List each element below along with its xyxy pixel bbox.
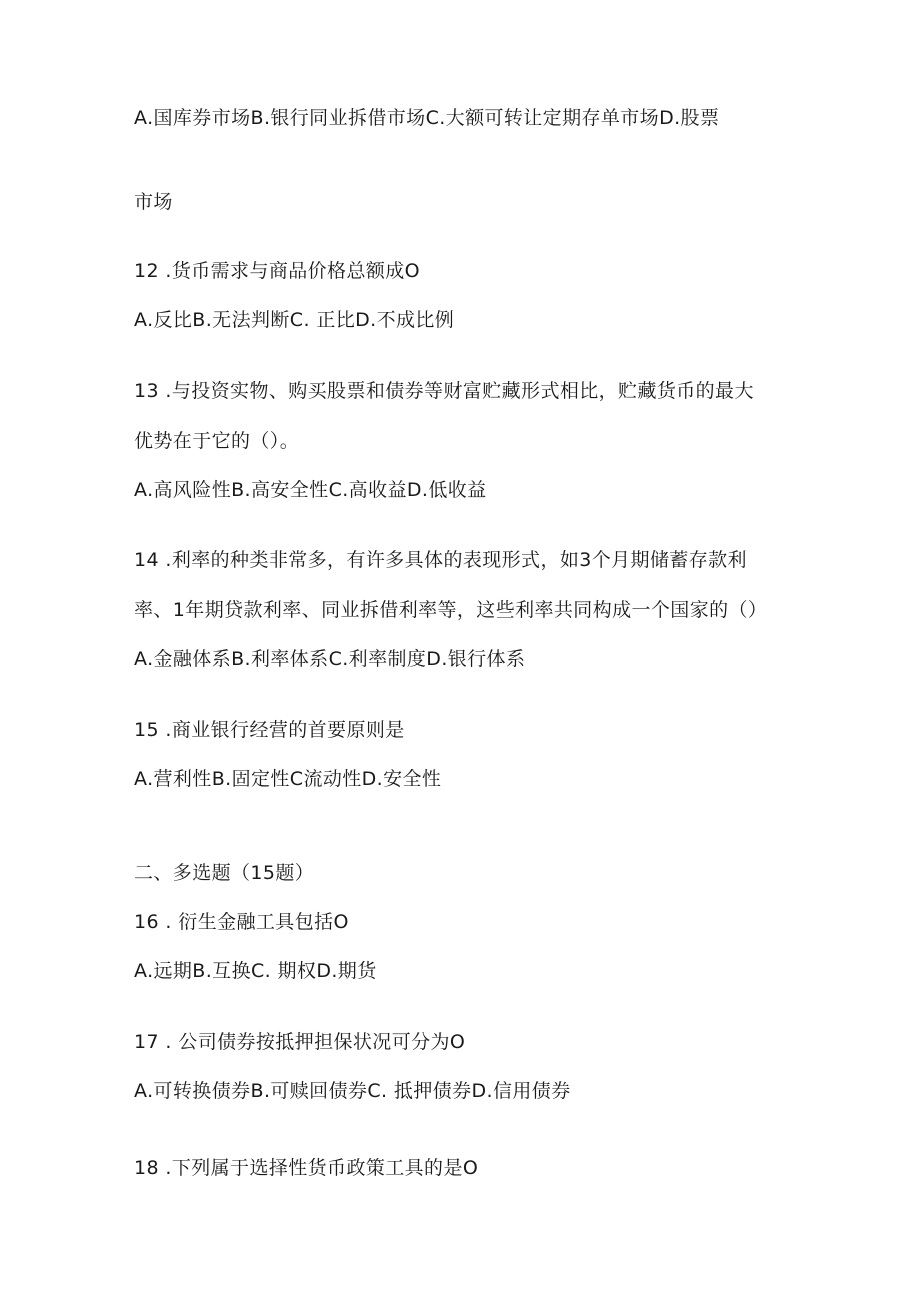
q16-question: 16 . 衍生金融工具包括O bbox=[134, 911, 349, 933]
q17-options: A.可转换债券B.可赎回债券C. 抵押债券D.信用债券 bbox=[134, 1080, 571, 1102]
q12-question: 12 .货币需求与商品价格总额成O bbox=[134, 260, 421, 282]
q14-question-line-1: 14 .利率的种类非常多，有许多具体的表现形式，如3个月期储蓄存款利 bbox=[134, 549, 747, 571]
q18-question: 18 .下列属于选择性货币政策工具的是O bbox=[134, 1157, 479, 1179]
q17-question: 17 . 公司债券按抵押担保状况可分为O bbox=[134, 1031, 466, 1053]
q13-options: A.高风险性B.高安全性C.高收益D.低收益 bbox=[134, 479, 487, 501]
q11-options-line-1: A.国库券市场B.银行同业拆借市场C.大额可转让定期存单市场D.股票 bbox=[134, 107, 720, 129]
q13-question-line-1: 13 .与投资实物、购买股票和债券等财富贮藏形式相比，贮藏货币的最大 bbox=[134, 380, 754, 402]
q16-options: A.远期B.互换C. 期权D.期货 bbox=[134, 960, 377, 982]
q13-question-line-2: 优势在于它的（）。 bbox=[134, 430, 300, 452]
q11-options-line-2: 市场 bbox=[134, 191, 173, 213]
q12-options: A.反比B.无法判断C. 正比D.不成比例 bbox=[134, 309, 455, 331]
q15-question: 15 .商业银行经营的首要原则是 bbox=[134, 719, 405, 741]
q14-options: A.金融体系B.利率体系C.利率制度D.银行体系 bbox=[134, 648, 526, 670]
q14-question-line-2: 率、1年期贷款利率、同业拆借利率等，这些利率共同构成一个国家的（） bbox=[134, 599, 768, 621]
section-heading-multiple-choice: 二、多选题（15题） bbox=[134, 862, 315, 884]
q15-options: A.营利性B.固定性C流动性D.安全性 bbox=[134, 768, 442, 790]
